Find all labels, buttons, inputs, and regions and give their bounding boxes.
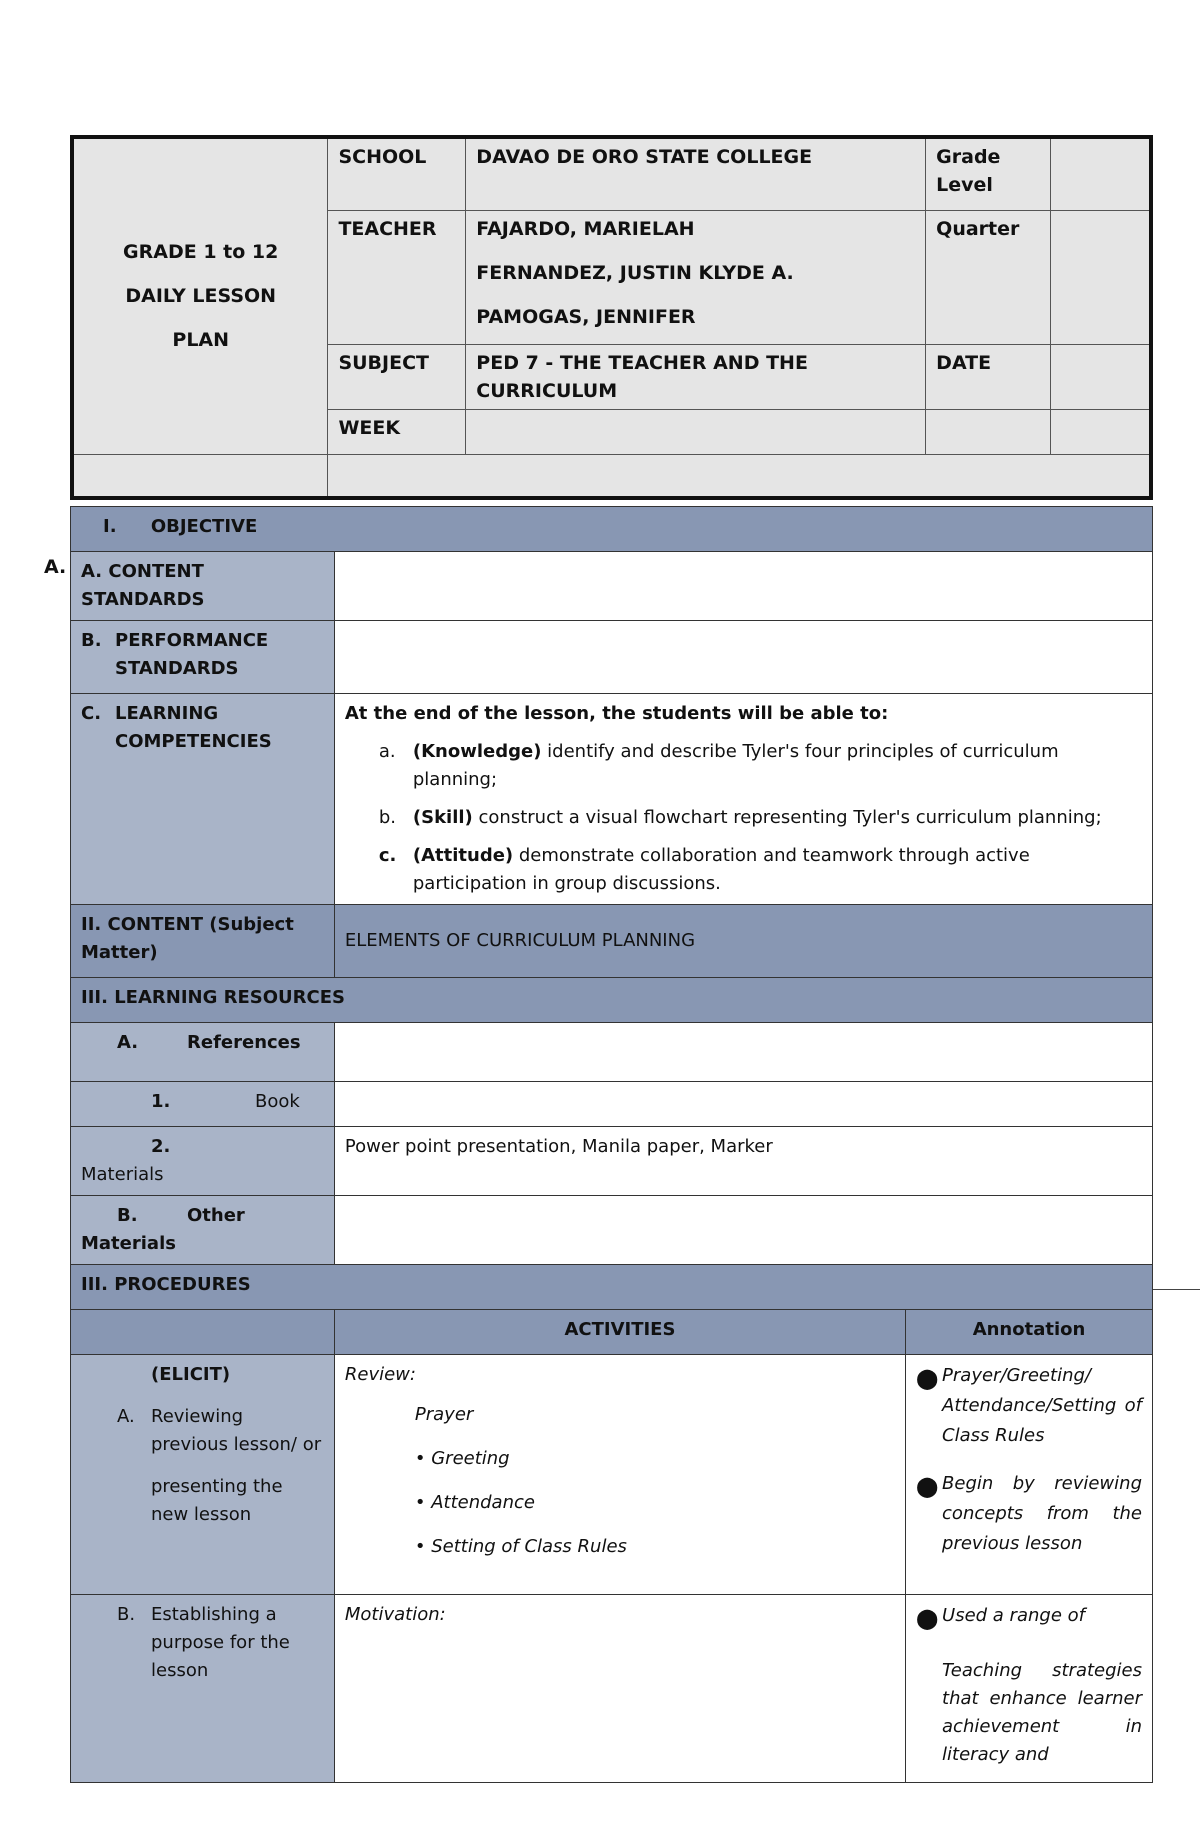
book-text: Book xyxy=(255,1091,300,1112)
teacher-name: PAMOGAS, JENNIFER xyxy=(476,305,696,328)
book-label xyxy=(71,1082,335,1127)
book-row xyxy=(71,1082,1153,1127)
elicit-row xyxy=(71,1355,1153,1595)
objective-num: I. xyxy=(103,516,117,537)
procedures-columns-row xyxy=(71,1310,1153,1355)
competencies-num: C. xyxy=(81,703,102,724)
competencies-text: LEARNING COMPETENCIES xyxy=(115,703,272,752)
other-materials-label xyxy=(71,1196,335,1265)
materials-text: Materials xyxy=(81,1164,164,1185)
annotation-text: Begin by reviewing concepts from the previous lesson xyxy=(942,1473,1142,1554)
bullet-icon: ⬤ xyxy=(916,1366,939,1390)
competency-tag: (Knowledge) xyxy=(412,741,542,762)
annotation-item xyxy=(916,1361,1142,1451)
subject-label: SUBJECT xyxy=(328,344,466,409)
elicit-activities xyxy=(334,1355,905,1595)
competency-marker: c. xyxy=(378,845,397,866)
grade-level-label: Grade Level xyxy=(926,137,1051,210)
competency-text xyxy=(413,842,1142,898)
content-row xyxy=(71,905,1153,978)
annotation-header: Annotation xyxy=(906,1310,1153,1355)
annotation-text: Prayer/Greeting/ Attendance/Setting of Class Rules xyxy=(942,1365,1142,1446)
other-text: Other Materials xyxy=(81,1205,245,1254)
procedures-blank-header xyxy=(71,1310,335,1355)
class-rules-item: • Setting of Class Rules xyxy=(414,1536,627,1557)
purpose-activities: Motivation: xyxy=(334,1595,905,1783)
materials-value: Power point presentation, Manila paper, Marker xyxy=(334,1127,1152,1196)
other-materials-value xyxy=(334,1196,1152,1265)
competency-desc: identify and describe Tyler's four principles of curriculum planning; xyxy=(412,741,1059,790)
other-num: B. xyxy=(117,1205,138,1226)
procedures-heading: III. PROCEDURES xyxy=(71,1265,1153,1310)
competency-text xyxy=(413,738,1142,794)
date-label: DATE xyxy=(926,344,1051,409)
grade-title-line: PLAN xyxy=(172,329,230,352)
purpose-row xyxy=(71,1595,1153,1783)
school-label: SCHOOL xyxy=(328,137,466,210)
other-materials-row xyxy=(71,1196,1153,1265)
resources-heading-row xyxy=(71,978,1153,1023)
objective-heading-row xyxy=(71,507,1153,552)
content-standards-row xyxy=(71,552,1153,621)
quarter-value xyxy=(1051,210,1151,344)
annotation-text: Used a range of xyxy=(942,1605,1085,1626)
bullet-icon: ⬤ xyxy=(916,1606,939,1630)
content-standards-label: A. CONTENT STANDARDS xyxy=(71,552,335,621)
content-label: II. CONTENT (Subject Matter) xyxy=(71,905,335,978)
lesson-table xyxy=(70,506,1153,1783)
week-extra xyxy=(926,409,1051,454)
references-row xyxy=(71,1023,1153,1082)
objective-title: OBJECTIVE xyxy=(150,516,258,537)
grade-title-line: DAILY LESSON xyxy=(125,285,277,308)
subject-value: PED 7 - THE TEACHER AND THE CURRICULUM xyxy=(466,344,926,409)
materials-row xyxy=(71,1127,1153,1196)
teacher-value xyxy=(466,210,926,344)
elicit-phase: (ELICIT) xyxy=(151,1364,231,1385)
performance-num: B. xyxy=(81,630,102,651)
grade-title xyxy=(72,137,328,454)
annotation-item xyxy=(916,1469,1142,1559)
week-extra-2 xyxy=(1051,409,1151,454)
book-num: 1. xyxy=(151,1091,171,1112)
bullet-icon: ⬤ xyxy=(916,1474,939,1498)
competency-tag: (Skill) xyxy=(412,807,473,828)
references-label xyxy=(71,1023,335,1082)
elicit-text: Reviewing previous lesson/ or xyxy=(151,1406,322,1455)
review-label: Review: xyxy=(344,1364,416,1385)
date-value xyxy=(1051,344,1151,409)
teacher-name: FAJARDO, MARIELAH xyxy=(476,217,695,240)
performance-standards-row xyxy=(71,621,1153,694)
resources-heading: III. LEARNING RESOURCES xyxy=(71,978,1153,1023)
grade-title-line: GRADE 1 to 12 xyxy=(123,241,279,264)
content-standards-value xyxy=(334,552,1152,621)
objective-heading xyxy=(71,507,1153,552)
school-value: DAVAO DE ORO STATE COLLEGE xyxy=(466,137,926,210)
learning-competencies-value xyxy=(334,694,1152,905)
teacher-label: TEACHER xyxy=(328,210,466,344)
week-value xyxy=(466,409,926,454)
competency-marker: a. xyxy=(378,741,396,762)
book-value xyxy=(334,1082,1152,1127)
purpose-annotation xyxy=(906,1595,1153,1783)
header-table xyxy=(70,135,1153,500)
purpose-label xyxy=(71,1595,335,1783)
competency-text xyxy=(413,804,1102,832)
content-value: ELEMENTS OF CURRICULUM PLANNING xyxy=(334,905,1152,978)
performance-standards-value xyxy=(334,621,1152,694)
elicit-label xyxy=(71,1355,335,1595)
materials-num: 2. xyxy=(151,1136,171,1157)
activities-header: ACTIVITIES xyxy=(334,1310,905,1355)
week-label: WEEK xyxy=(328,409,466,454)
competency-item xyxy=(345,842,1142,898)
purpose-text: Establishing a purpose for the lesson xyxy=(151,1604,290,1681)
learning-competencies-label xyxy=(71,694,335,905)
performance-standards-label xyxy=(71,621,335,694)
procedures-heading-row xyxy=(71,1265,1153,1310)
competency-tag: (Attitude) xyxy=(412,845,514,866)
annotation-item xyxy=(916,1601,1142,1635)
learning-competencies-row xyxy=(71,694,1153,905)
competency-desc: construct a visual flowchart representing Tyler's curriculum planning; xyxy=(472,807,1102,828)
grade-level-value xyxy=(1051,137,1151,210)
competencies-intro: At the end of the lesson, the students will be able to: xyxy=(344,703,889,724)
elicit-text-2: presenting the new lesson xyxy=(151,1476,283,1525)
references-value xyxy=(334,1023,1152,1082)
materials-label xyxy=(71,1127,335,1196)
references-num: A. xyxy=(117,1032,139,1053)
teacher-name: FERNANDEZ, JUSTIN KLYDE A. xyxy=(476,261,794,284)
greeting-item: • Greeting xyxy=(414,1448,510,1469)
purpose-num: B. xyxy=(117,1604,136,1625)
competency-item xyxy=(345,804,1142,832)
competency-marker: b. xyxy=(378,807,397,828)
references-text: References xyxy=(187,1032,301,1053)
quarter-label: Quarter xyxy=(926,210,1051,344)
footer-cell-right xyxy=(328,454,1151,498)
elicit-annotation xyxy=(906,1355,1153,1595)
elicit-num: A. xyxy=(117,1406,135,1427)
competency-item xyxy=(345,738,1142,794)
performance-text: PERFORMANCE STANDARDS xyxy=(115,630,269,679)
footer-cell-left xyxy=(72,454,328,498)
annotation-text-2: Teaching strategies that enhance learner achievement in literacy and xyxy=(942,1660,1142,1765)
side-marker: A. xyxy=(44,556,67,578)
attendance-item: • Attendance xyxy=(414,1492,535,1513)
competency-desc: demonstrate collaboration and teamwork through active participation in group discussions. xyxy=(412,845,1030,894)
margin-line xyxy=(1153,1289,1200,1290)
prayer-item: Prayer xyxy=(414,1404,474,1425)
